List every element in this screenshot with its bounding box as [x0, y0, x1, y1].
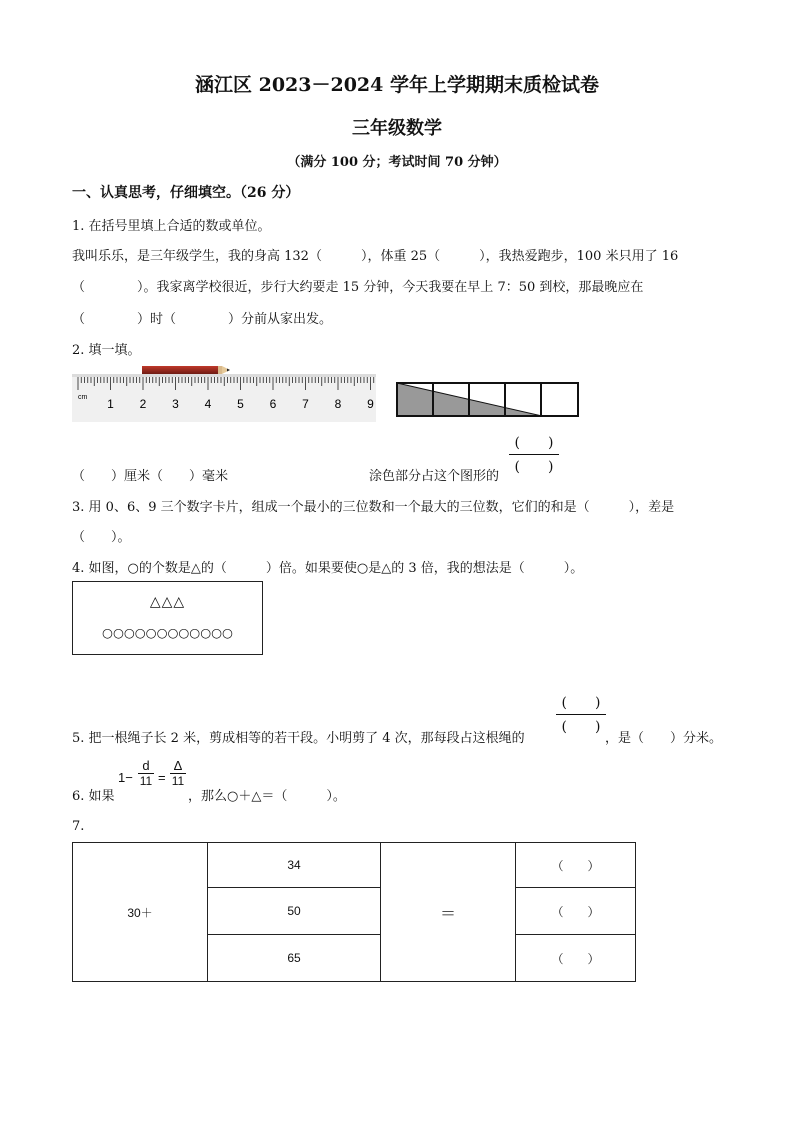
- ruler-number: 6: [269, 397, 277, 411]
- q4-triangles: △△△: [149, 594, 186, 610]
- ruler-number: 3: [172, 397, 179, 411]
- q7-middle-cell: 65: [208, 935, 381, 982]
- exam-title: 涵江区 2023－2024 学年上学期期末质检试卷: [195, 74, 599, 96]
- shaded-shape-figure: [396, 382, 580, 418]
- ruler-number: 4: [204, 397, 212, 411]
- q5-text-after: ，是（ ）分米。: [605, 731, 723, 746]
- q6-num1: d: [142, 758, 150, 773]
- q2-answer-left: （ ）厘米（ ）毫米: [72, 469, 229, 484]
- q6-prefix: 6. 如果: [72, 789, 115, 804]
- q7-middle-cell: 34: [208, 843, 381, 888]
- q6-num2: Δ: [173, 758, 183, 773]
- q4-line: 4. 如图，○的个数是△的（ ）倍。如果要使○是△的 3 倍，我的想法是（ ）。: [72, 561, 584, 576]
- ruler-number: 9: [367, 397, 374, 411]
- q6-suffix: ，那么○＋△＝（ ）。: [188, 789, 346, 804]
- q1-line2: （ ）。我家离学校很近，步行大约要走 15 分钟，今天我要在早上 7：50 到校，那最晚应在: [72, 280, 644, 295]
- q7-answer-cell: （ ）: [516, 888, 636, 935]
- ruler-number: 7: [302, 397, 309, 411]
- q6-frac2: [170, 758, 186, 788]
- q3-line2: （ ）。: [72, 530, 131, 545]
- q6-den1: 11: [139, 774, 153, 788]
- ruler-number: 8: [334, 397, 342, 411]
- pencil-icon: [142, 366, 230, 374]
- exam-subtitle: 三年级数学: [352, 118, 442, 139]
- q6-frac1: [138, 758, 154, 788]
- q3-line1: 3. 用 0、6、9 三个数字卡片，组成一个最小的三位数和一个最大的三位数，它们的和是（ ），差是: [72, 500, 675, 515]
- q7-middle-cell: 50: [208, 888, 381, 935]
- q4-circles: ○○○○○○○○○○○○: [102, 625, 233, 640]
- q1-line1: 我叫乐乐，是三年级学生，我的身高 132（ ），体重 25（ ），我热爱跑步，100 米只用了 16: [72, 249, 679, 264]
- q6-one-minus: 1−: [118, 770, 133, 785]
- q4-shapes-box: [72, 581, 263, 655]
- q2-frac-num: ( ): [514, 435, 554, 451]
- ruler-number: 1: [107, 397, 114, 411]
- ruler-figure: [72, 362, 376, 424]
- q7-label: 7.: [72, 819, 85, 834]
- q1-line3: （ ）时（ ）分前从家出发。: [72, 312, 333, 327]
- q7-answer-cell: （ ）: [516, 935, 636, 982]
- section-heading: 一、认真思考，仔细填空。（26 分）: [72, 185, 300, 201]
- q7-equals-cell: ＝: [381, 843, 516, 982]
- q2-answer-right: 涂色部分占这个图形的: [369, 469, 500, 484]
- q2-prompt: 2. 填一填。: [72, 343, 141, 358]
- q7-left-cell: 30＋: [73, 843, 208, 982]
- ruler-number: 2: [139, 397, 147, 411]
- q7-answer-cell: （ ）: [516, 843, 636, 888]
- exam-info: （满分 100 分；考试时间 70 分钟）: [287, 155, 507, 170]
- q5-fraction: [556, 692, 606, 736]
- q6-equals: =: [158, 770, 166, 785]
- q5-text-before: 5. 把一根绳子长 2 米，剪成相等的若干段。小明剪了 4 次，那每段占这根绳的: [72, 731, 525, 746]
- ruler-unit: cm: [78, 394, 88, 401]
- q1-prompt: 1. 在括号里填上合适的数或单位。: [72, 219, 271, 234]
- q5-frac-den: ( ): [556, 714, 606, 736]
- q6-den2: 11: [171, 774, 185, 788]
- q7-table: [72, 842, 636, 982]
- q2-frac-den: ( ): [509, 454, 559, 476]
- q2-fraction: [509, 432, 559, 476]
- ruler-number: 5: [237, 397, 244, 411]
- q5-frac-num: ( ): [561, 695, 601, 711]
